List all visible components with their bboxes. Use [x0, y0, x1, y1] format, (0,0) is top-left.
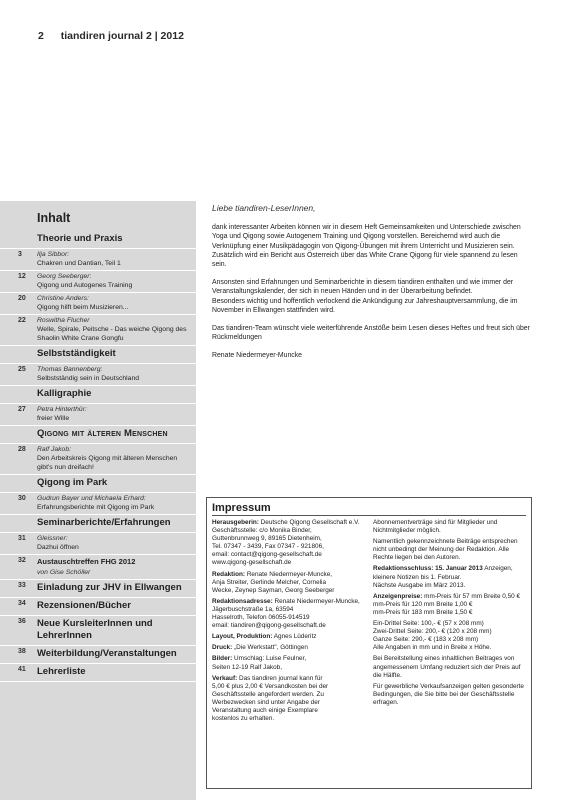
toc-entry — [0, 364, 196, 386]
toc-author: Ralf Jakob: — [37, 446, 72, 453]
toc-page-number: 28 — [18, 446, 26, 453]
toc-section-heading: Weiterbildung/Veranstaltungen — [37, 648, 177, 659]
impressum-box — [206, 497, 532, 789]
impressum-block — [212, 571, 365, 595]
toc-page-number: 41 — [18, 666, 26, 673]
editorial-paragraph: Das tiandiren-Team wünscht viele weiterführende Anstöße beim Lesen dieses Heftes und freut sich über Rückmeldungen — [212, 324, 530, 341]
impressum-block — [373, 593, 526, 617]
impressum-label: Druck: — [212, 644, 233, 652]
editorial-body — [212, 223, 532, 360]
impressum-line: Deutsche Qigong Gesellschaft e.V. — [260, 519, 360, 526]
toc-section-heading: Austauschtreffen FHG 2012 — [37, 557, 136, 566]
toc-list — [0, 231, 196, 682]
impressum-line: Ein-Drittel Seite: 100,- € (57 x 208 mm) — [373, 620, 484, 628]
toc-article-title: Erfahrungsberichte mit Qigong im Park — [37, 504, 155, 511]
toc-page-number: 27 — [18, 406, 26, 413]
impressum-line: www.qigong-gesellschaft.de — [212, 559, 292, 567]
impressum-block — [373, 538, 526, 562]
toc-section-heading: Kalligraphie — [37, 388, 92, 399]
editorial-greeting: Liebe tiandiren-LeserInnen, — [212, 203, 316, 213]
toc-article-title: Chakren und Dantian, Teil 1 — [37, 260, 121, 267]
page-number: 2 — [38, 30, 44, 42]
toc-page-number: 3 — [18, 251, 22, 258]
impressum-line: Für gewerbliche Verkaufsanzeigen gelten gesonderte Bedingungen, die Sie bitte bei der Geschäftsstelle erfragen. — [373, 682, 524, 706]
toc-author: Christine Anders: — [37, 295, 89, 302]
toc-author: Gudrun Bayer und Michaela Erhard: — [37, 495, 146, 502]
toc-page-number: 20 — [18, 295, 26, 302]
toc-article-title: Qigong hilft beim Musizieren... — [37, 304, 129, 311]
impressum-line: Anja Streiter, Gerlinde Melcher, Cornelia — [212, 578, 327, 586]
toc-article-title: Qigong und Autogenes Training — [37, 282, 133, 289]
toc-section-heading: Qigong im Park — [37, 477, 108, 488]
impressum-block — [212, 655, 365, 671]
toc-entry — [0, 293, 196, 315]
impressum-label: Herausgeberin: — [212, 519, 259, 526]
toc-page-number: 36 — [18, 618, 26, 625]
toc-author: Georg Seeberger: — [37, 273, 92, 280]
toc-article-title: Dazhui öffnen — [37, 544, 79, 551]
toc-article-title: Selbstständig sein in Deutschland — [37, 375, 140, 382]
toc-entry — [0, 386, 196, 404]
impressum-line: kostenlos zu erhalten. — [212, 715, 275, 723]
journal-title: tiandiren journal 2 | 2012 — [60, 30, 184, 42]
impressum-line: Bei Bereitstellung eines inhaltlichen Beitrages von angemessenem Umfang reduziert sich der Preis auf die Hälfte. — [373, 655, 521, 679]
impressum-block — [373, 620, 526, 652]
toc-entry — [0, 346, 196, 364]
impressum-block — [212, 633, 365, 641]
impressum-left-column — [212, 519, 365, 726]
toc-author: Gleissner: — [37, 535, 68, 542]
toc-page-number: 38 — [18, 648, 26, 655]
table-of-contents — [0, 201, 196, 800]
impressum-block — [373, 683, 526, 707]
impressum-line: Werbezwecken sind unter Angabe der — [212, 698, 320, 706]
toc-page-number: 32 — [18, 557, 26, 564]
impressum-label: Verkauf: — [212, 674, 238, 682]
impressum-line: Renate Niedermeyer-Muncke, — [246, 570, 333, 578]
toc-page-number: 12 — [18, 273, 26, 280]
impressum-line: mm-Preis für 183 mm Breite 1,50 € — [373, 608, 473, 616]
impressum-block — [373, 565, 526, 589]
toc-entry — [0, 271, 196, 293]
toc-entry — [0, 533, 196, 555]
toc-page-number: 25 — [18, 366, 26, 373]
impressum-block — [212, 519, 365, 568]
toc-entry — [0, 444, 196, 475]
impressum-block — [373, 519, 526, 535]
toc-entry — [0, 493, 196, 515]
impressum-line: Geschäftsstelle: c/o Monika Binder, — [212, 527, 312, 535]
impressum-block — [212, 598, 365, 630]
impressum-title: Impressum — [212, 502, 526, 516]
toc-article-title: freier Wille — [37, 415, 70, 422]
toc-author: Thomas Bannenberg: — [37, 366, 103, 373]
impressum-line: Veranstaltung auch einige Exemplare — [212, 706, 318, 714]
toc-author: Ilja Sibbor: — [37, 251, 70, 258]
toc-section-heading: Lehrerliste — [37, 666, 86, 677]
editorial-signature: Renate Niedermeyer-Muncke — [212, 351, 302, 359]
toc-entry — [0, 249, 196, 271]
impressum-label: Bilder: — [212, 655, 233, 663]
impressum-line: Abonnementverträge sind für Mitglieder und Nichtmitglieder möglich. — [373, 519, 498, 535]
impressum-line: Seiten 12-19 Ralf Jakob, — [212, 663, 282, 671]
editorial — [212, 203, 532, 369]
impressum-line: Das tiandiren journal kann für — [239, 674, 323, 682]
toc-entry — [0, 598, 196, 616]
impressum-line: Wecke, Zeynep Sayman, Georg Seeberger — [212, 586, 335, 594]
impressum-line: mm-Preis für 57 mm Breite 0,50 € — [424, 592, 521, 600]
editorial-paragraph: Ansonsten sind Erfahrungen und Seminarberichte in diesem tiandiren enthalten und wie immer der Veranstaltungskalender, der sich in neuen Händen und in der Überarbeitung befindet. — [212, 278, 514, 296]
impressum-line: Tel. 07347 - 3439, Fax 07347 - 921806, — [212, 543, 324, 551]
toc-section-heading: Einladung zur JHV in Ellwangen — [37, 582, 182, 593]
impressum-line: Anzeigen, kleinere Notizen bis 1. Februar. — [373, 565, 513, 581]
toc-entry — [0, 555, 196, 580]
toc-section-heading: Rezensionen/Bücher — [37, 600, 131, 611]
toc-section-heading: Selbstständigkeit — [37, 348, 116, 359]
toc-page-number: 33 — [18, 582, 26, 589]
toc-author: von Gise Schöller — [37, 569, 91, 576]
toc-entry — [0, 475, 196, 493]
impressum-line: Alle Angaben in mm und in Breite x Höhe. — [373, 644, 492, 652]
toc-page-number: 22 — [18, 317, 26, 324]
toc-page-number: 34 — [18, 600, 26, 607]
toc-article-title: Welle, Spirale, Peitsche - Das weiche Qigong des Shaolin White Crane Gongfu — [37, 326, 187, 342]
editorial-paragraph: dank interessanter Arbeiten können wir in diesem Heft Gemeinsamkeiten und Unterschiede zwischen Yoga und Qigong sowie Autogenem Training und Qigong vorstellen. Bereichernd wird auch die Verknüpfung einer Musikpädagogin von Qigong-Übungen mit ihrem Unterricht und Musizieren sein. Zusätzlich wird ein Bericht aus Österreich über das White Crane Qigong für viele spannend zu lesen sein. — [212, 224, 521, 269]
impressum-label: Anzeigenpreise: — [373, 592, 423, 600]
toc-entry — [0, 231, 196, 249]
editorial-paragraph: Besonders wichtig und hoffentlich verlockend die Ankündigung zur Jahreshauptversammlung, die im November in Ellwangen stattfinden wird. — [212, 297, 518, 314]
toc-entry — [0, 616, 196, 646]
toc-section-heading: Seminarberichte/Erfahrungen — [37, 517, 171, 528]
toc-title: Inhalt — [37, 211, 71, 225]
toc-author: Roswitha Flucher — [37, 317, 90, 324]
toc-author: Petra Hinterthür: — [37, 406, 87, 413]
toc-entry — [0, 426, 196, 444]
impressum-block — [373, 655, 526, 679]
impressum-block — [212, 644, 365, 652]
toc-entry — [0, 404, 196, 426]
toc-entry — [0, 515, 196, 533]
toc-article-title: Den Arbeitskreis Qigong mit älteren Menschen gibt's nun dreifach! — [37, 455, 178, 471]
impressum-line: Agnes Lüderitz — [273, 633, 317, 641]
impressum-line: Umschlag: Luise Feulner, — [234, 655, 307, 663]
page-header — [38, 30, 184, 42]
impressum-label: Redaktion: — [212, 570, 246, 578]
impressum-line: mm-Preis für 120 mm Breite 1,00 € — [373, 600, 473, 608]
toc-entry — [0, 580, 196, 598]
impressum-line: Namentlich gekennzeichnete Beiträge entsprechen nicht unbedingt der Meinung der Redaktion. Alle Rechte liegen bei den Autoren. — [373, 538, 518, 562]
toc-page-number: 31 — [18, 535, 26, 542]
toc-section-heading: Theorie und Praxis — [37, 233, 123, 244]
impressum-line: Zwei-Drittel Seite: 200,- € (120 x 208 mm) — [373, 628, 492, 636]
impressum-label: Redaktionsschluss: 15. Januar 2013 — [373, 565, 483, 573]
impressum-right-column — [373, 519, 526, 726]
impressum-label: Layout, Produktion: — [212, 633, 273, 641]
impressum-line: Geschäftsstelle angefordert werden. Zu — [212, 690, 324, 698]
impressum-line: Renate Niedermeyer-Muncke, Jägerbuschstraße 1a, 63594 — [212, 597, 360, 613]
toc-page-number: 30 — [18, 495, 26, 502]
impressum-line: Nächste Ausgabe im März 2013. — [373, 581, 466, 589]
impressum-line: „Die Werkstatt", Göttingen — [234, 644, 308, 652]
impressum-line: Hasselroth, Telefon 06055-914519 — [212, 614, 310, 622]
impressum-label: Redaktionsadresse: — [212, 597, 273, 605]
toc-entry — [0, 664, 196, 682]
toc-entry — [0, 315, 196, 346]
impressum-line: email: tiandiren@qigong-gesellschaft.de — [212, 622, 326, 630]
toc-section-heading: Qigong mit älteren Menschen — [37, 428, 168, 439]
impressum-line: 5,00 € plus 2,00 € Versandkosten bei der — [212, 682, 329, 690]
impressum-line: email: contact@qigong-gesellschaft.de — [212, 551, 322, 559]
impressum-line: Guttenbrunnweg 9, 89165 Dietenheim, — [212, 535, 322, 543]
impressum-line: Ganze Seite: 290,- € (183 x 208 mm) — [373, 636, 479, 644]
toc-entry — [0, 646, 196, 664]
impressum-block — [212, 675, 365, 724]
toc-section-heading: Neue KursleiterInnen und LehrerInnen — [37, 618, 153, 641]
